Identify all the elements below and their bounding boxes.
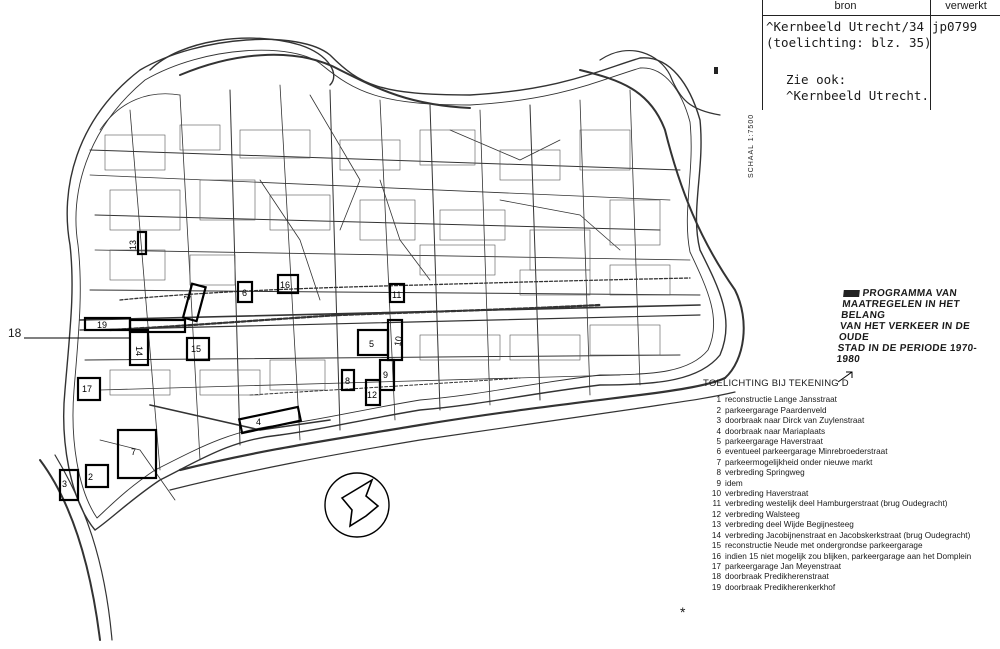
scale-label: SCHAAL 1:7500 (748, 113, 755, 178)
ring-highway-east (580, 70, 744, 378)
map-label-12: 12 (367, 390, 378, 400)
legend-item-number: 1 (716, 395, 721, 405)
legend-item-text: doorbraak naar Dirck van Zuylenstraat (725, 416, 865, 426)
legend-item (703, 552, 995, 562)
map-label-19: 19 (97, 320, 108, 330)
project-outline-1 (183, 284, 206, 321)
legend-item (703, 499, 995, 509)
legend-item-number: 14 (711, 530, 721, 540)
source-entry: ^Kernbeeld Utrecht/34 (toelichting: blz. 35) (766, 19, 932, 50)
legend-item-text: doorbraak Predikherenstraat (725, 572, 829, 582)
legend-title: TOELICHTING BIJ TEKENING D (703, 378, 849, 389)
legend-item (703, 489, 995, 499)
map-label-17: 17 (82, 384, 93, 394)
legend-item-text: verbreding Walsteeg (725, 509, 800, 519)
legend-item-text: parkeergarage Jan Meyenstraat (725, 561, 842, 571)
legend-item-number: 4 (716, 426, 721, 436)
ring-highway-north (180, 55, 470, 108)
callout-18-label: 18 (8, 326, 22, 340)
legend-item (703, 406, 995, 416)
col-source-label: bron (834, 0, 857, 12)
map-label-4: 4 (256, 417, 262, 427)
legend-item (703, 416, 995, 426)
legend-item-text: verbreding Jacobijnenstraat en Jacobskerkstraat (brug Oudegracht) (725, 530, 971, 540)
map-label-13: 13 (128, 239, 138, 250)
highway-south (180, 378, 725, 470)
legend-item-text: verbreding Springweg (725, 468, 805, 478)
map-label-2: 2 (88, 472, 94, 482)
legend-item-text: parkeergarage Haverstraat (725, 437, 823, 447)
map-label-16: 16 (280, 280, 291, 290)
table-divider-left (762, 0, 763, 110)
north-arrow-icon (325, 473, 389, 537)
legend-item (703, 447, 995, 457)
legend-item-number: 18 (711, 572, 721, 582)
legend-item-number: 10 (711, 489, 721, 499)
map-label-9: 9 (383, 370, 389, 380)
map-label-14: 14 (134, 346, 144, 357)
legend-item-number: 15 (711, 541, 721, 551)
source-table-header (762, 0, 1000, 16)
map-label-8: 8 (345, 376, 351, 386)
legend-item-text: verbreding deel Wijde Begijnesteeg (725, 520, 854, 530)
legend (703, 379, 995, 593)
legend-item-number: 17 (711, 561, 721, 571)
legend-item-text: parkeergarage Paardenveld (725, 405, 827, 415)
legend-item-number: 8 (716, 468, 721, 478)
map-label-6: 6 (242, 288, 248, 298)
asterisk-mark: * (680, 604, 686, 620)
tick-mark (714, 67, 718, 74)
map-label-10: 10 (392, 335, 404, 347)
map-label-5: 5 (369, 339, 375, 349)
legend-item (703, 468, 995, 478)
legend-item (703, 583, 995, 593)
map-label-3: 3 (62, 479, 68, 489)
tag-mark (843, 290, 860, 297)
legend-item-text: doorbraak Predikherenkerkhof (725, 582, 836, 592)
programme-line-3: VAN HET VERKEER IN DE OUDE (838, 321, 971, 343)
legend-item-number: 19 (711, 582, 721, 592)
legend-item-text: reconstructie Lange Jansstraat (725, 395, 837, 405)
legend-item-number: 7 (716, 457, 721, 467)
map-label-1: 1 (181, 293, 193, 301)
programme-title (836, 288, 1000, 365)
legend-item-text: indien 15 niet mogelijk zou blijken, parkeergarage aan het Domplein (725, 551, 972, 561)
programme-line-2: MAATREGELEN IN HET BELANG (840, 299, 961, 321)
legend-item-text: eventueel parkeergarage Minrebroederstraat (725, 447, 888, 457)
project-outline-7 (118, 430, 156, 478)
legend-item-number: 9 (716, 478, 721, 488)
reference-code: jp0799 (932, 19, 978, 34)
legend-item (703, 395, 995, 405)
legend-item (703, 437, 995, 447)
legend-item (703, 427, 995, 437)
legend-item-number: 11 (712, 499, 721, 509)
legend-item-number: 16 (711, 551, 721, 561)
legend-item-text: doorbraak naar Mariaplaats (725, 426, 826, 436)
table-divider-mid (930, 0, 931, 110)
legend-item-text: verbreding Haverstraat (725, 489, 809, 499)
legend-item-text: verbreding westelijk deel Hamburgerstraat (brug Oudegracht) (725, 499, 948, 509)
legend-item-number: 2 (716, 405, 721, 415)
legend-item (703, 572, 995, 582)
legend-item (703, 520, 995, 530)
legend-item (703, 458, 995, 468)
legend-item (703, 541, 995, 551)
legend-item-text: idem (725, 478, 743, 488)
legend-item-number: 6 (716, 447, 721, 457)
map-label-15: 15 (191, 344, 202, 354)
see-also-note: Zie ook: ^Kernbeeld Utrecht. (786, 72, 929, 103)
legend-item-number: 5 (716, 437, 721, 447)
legend-item (703, 510, 995, 520)
north-loop (150, 38, 334, 85)
map-label-11: 11 (392, 290, 402, 300)
legend-item-number: 3 (716, 416, 721, 426)
map-label-7: 7 (131, 447, 137, 457)
legend-item-number: 12 (711, 509, 721, 519)
legend-item-number: 13 (711, 520, 721, 530)
legend-item-text: parkeermogelijkheid onder nieuwe markt (725, 457, 873, 467)
legend-item (703, 531, 995, 541)
programme-line-4: STAD IN DE PERIODE 1970-1980 (835, 343, 978, 365)
legend-item-text: reconstructie Neude met ondergrondse parkeergarage (725, 541, 923, 551)
programme-line-1: PROGRAMMA VAN (861, 288, 958, 299)
col-processed-label: verwerkt (930, 0, 1000, 15)
legend-item (703, 479, 995, 489)
legend-item (703, 562, 995, 572)
